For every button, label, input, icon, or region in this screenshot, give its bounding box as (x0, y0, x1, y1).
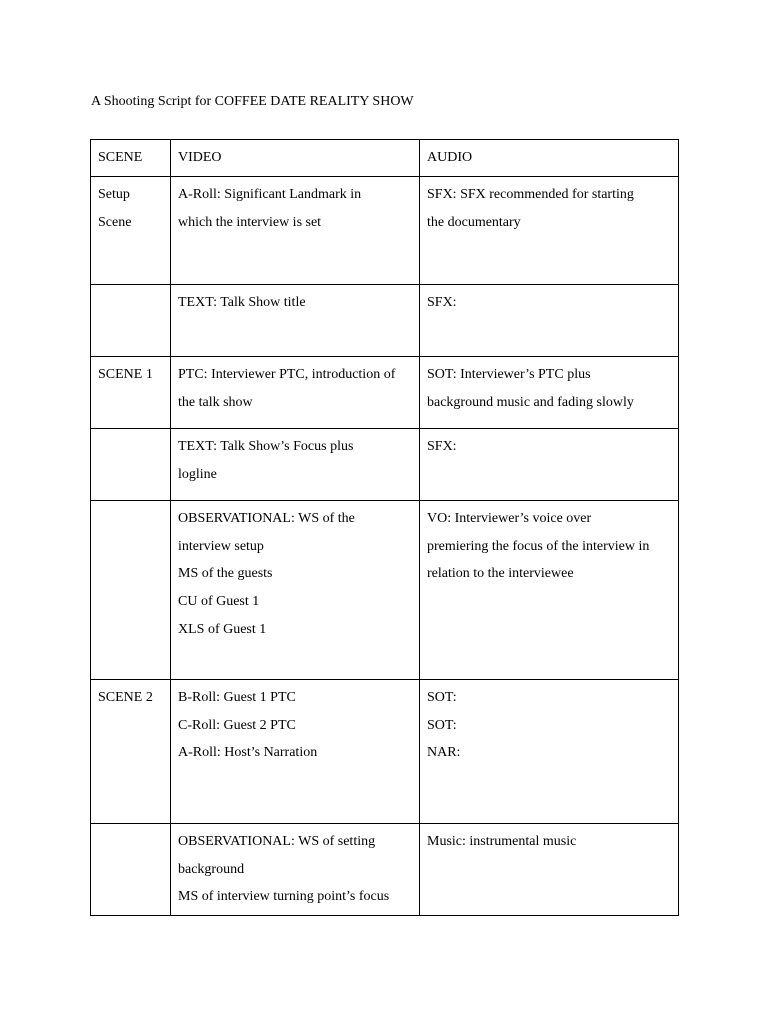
cell-line: background (178, 861, 245, 877)
shooting-script-table (90, 139, 679, 916)
cell-line: premiering the focus of the interview in (427, 538, 650, 554)
cell-line: SFX: SFX recommended for starting (427, 186, 634, 202)
video-cell (171, 356, 420, 428)
cell-line: A-Roll: Host’s Narration (178, 745, 318, 761)
audio-cell (420, 823, 679, 915)
cell-line: which the interview is set (178, 214, 322, 230)
header-scene-label: SCENE (98, 150, 143, 165)
video-cell (171, 823, 420, 915)
cell-line: OBSERVATIONAL: WS of the (178, 510, 355, 526)
cell-line: NAR: (427, 745, 461, 761)
scene-cell (91, 823, 171, 915)
cell-line: B-Roll: Guest 1 PTC (178, 689, 296, 705)
cell-line: SOT: Interviewer’s PTC plus (427, 366, 591, 382)
table-header-row (91, 140, 679, 177)
audio-cell (420, 500, 679, 679)
video-cell (171, 284, 420, 356)
document-title: A Shooting Script for COFFEE DATE REALITY SHOW (91, 94, 414, 109)
audio-cell (420, 284, 679, 356)
audio-cell (420, 356, 679, 428)
video-cell (171, 428, 420, 500)
cell-line: XLS of Guest 1 (178, 621, 267, 637)
audio-cell (420, 679, 679, 823)
cell-line: relation to the interviewee (427, 566, 574, 582)
header-audio (420, 140, 679, 177)
cell-line: SCENE 2 (98, 689, 153, 705)
cell-line: TEXT: Talk Show title (178, 294, 306, 310)
table-row (91, 428, 679, 500)
cell-line: PTC: Interviewer PTC, introduction of (178, 366, 396, 382)
cell-line: the talk show (178, 394, 253, 410)
audio-cell (420, 428, 679, 500)
cell-line: Setup (98, 186, 130, 202)
header-video-label: VIDEO (178, 150, 222, 165)
audio-cell (420, 176, 679, 284)
cell-line: Scene (98, 214, 132, 230)
table-row (91, 679, 679, 823)
video-cell (171, 500, 420, 679)
cell-line: interview setup (178, 538, 264, 554)
cell-line: SCENE 1 (98, 366, 153, 382)
cell-line: SFX: (427, 438, 457, 454)
video-cell (171, 176, 420, 284)
cell-line: SOT: (427, 717, 457, 733)
cell-line: MS of interview turning point’s focus (178, 889, 390, 905)
cell-line: SFX: (427, 294, 457, 310)
cell-line: OBSERVATIONAL: WS of setting (178, 833, 376, 849)
cell-line: SOT: (427, 689, 457, 705)
scene-cell (91, 176, 171, 284)
cell-line: the documentary (427, 214, 521, 230)
cell-line: logline (178, 466, 217, 482)
table-row (91, 284, 679, 356)
table-row (91, 500, 679, 679)
scene-cell (91, 356, 171, 428)
cell-line: C-Roll: Guest 2 PTC (178, 717, 296, 733)
scene-cell (91, 284, 171, 356)
cell-line: A-Roll: Significant Landmark in (178, 186, 362, 202)
cell-line: VO: Interviewer’s voice over (427, 510, 592, 526)
scene-cell (91, 679, 171, 823)
table-row (91, 176, 679, 284)
video-cell (171, 679, 420, 823)
header-scene (91, 140, 171, 177)
scene-cell (91, 428, 171, 500)
cell-line: background music and fading slowly (427, 394, 634, 410)
header-video (171, 140, 420, 177)
table-row (91, 823, 679, 915)
table-row (91, 356, 679, 428)
header-audio-label: AUDIO (427, 150, 473, 165)
cell-line: Music: instrumental music (427, 833, 577, 849)
cell-line: TEXT: Talk Show’s Focus plus (178, 438, 354, 454)
cell-line: CU of Guest 1 (178, 594, 260, 610)
cell-line: MS of the guests (178, 566, 273, 582)
scene-cell (91, 500, 171, 679)
